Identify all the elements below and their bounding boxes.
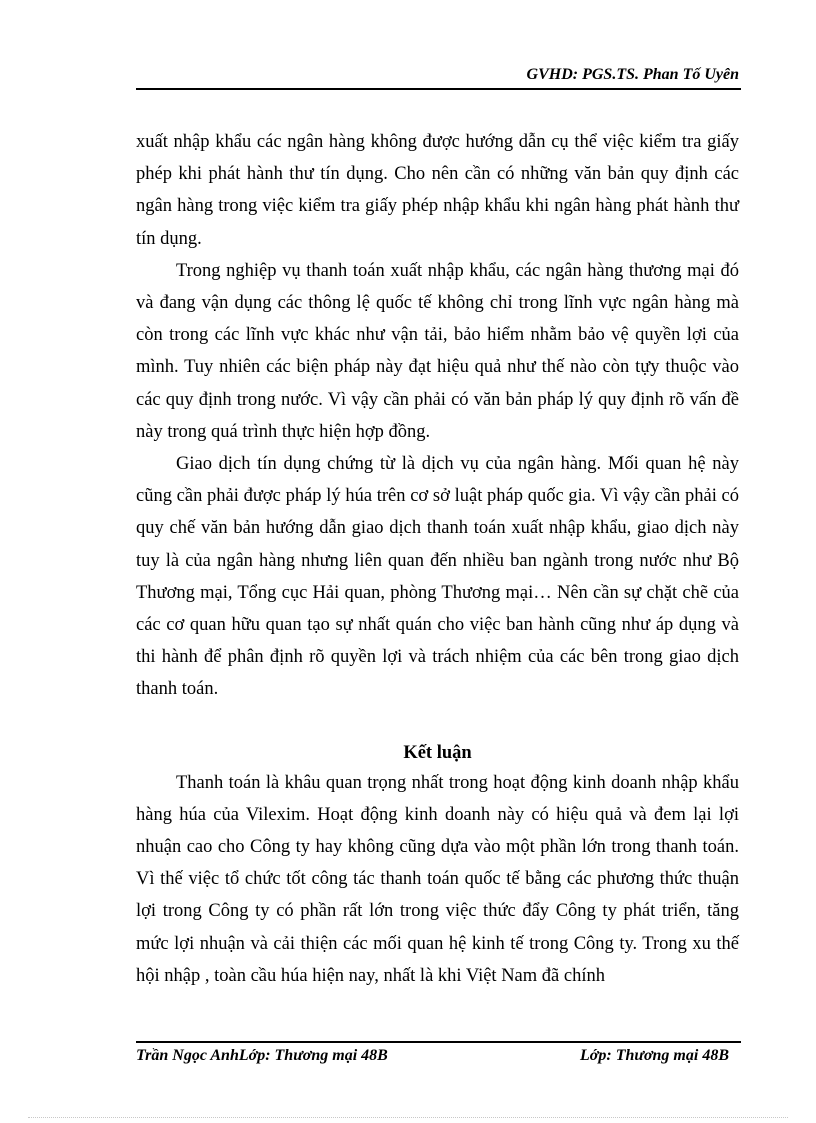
paragraph-1: xuất nhập khẩu các ngân hàng không được hướng dẫn cụ thể việc kiểm tra giấy phép khi phát hành thư tín dụng. Cho nên cần có những văn bản quy định các ngân hàng trong việc kiểm tra giấy phép nhập khẩu khi ngân hàng phát hành thư tín dụng. xyxy=(136,132,739,249)
footer-class: Lớp: Thương mại 48B xyxy=(580,1047,729,1064)
section-gap xyxy=(136,706,739,739)
paragraph-3: Giao dịch tín dụng chứng từ là dịch vụ của ngân hàng. Mối quan hệ này cũng cần phải được pháp lý húa trên cơ sở luật pháp quốc gia. Vì vậy cần phải có quy chế văn bản hướng dẫn giao dịch thanh toán xuất nhập khẩu, giao dịch này tuy là của ngân hàng nhưng liên quan đến nhiều ban ngành trong nước như Bộ Thương mại, Tổng cục Hải quan, phòng Thương mại… Nên cần sự chặt chẽ của các cơ quan hữu quan tạo sự nhất quán cho việc ban hành cũng như áp dụng và thi hành để phân định rõ quyền lợi và trách nhiệm của các bên trong giao dịch thanh toán. xyxy=(136,454,739,700)
page-footer xyxy=(136,1041,741,1073)
document-body xyxy=(136,126,739,992)
header-advisor: GVHD: PGS.TS. Phan Tố Uyên xyxy=(526,66,739,83)
footer-author: Trần Ngọc AnhLớp: Thương mại 48B xyxy=(136,1047,388,1064)
paragraph-2: Trong nghiệp vụ thanh toán xuất nhập khẩu, các ngân hàng thương mại đó và đang vận dụng các thông lệ quốc tế không chỉ trong lĩnh vực ngân hàng mà còn trong các lĩnh vực khác như vận tải, bảo hiểm nhằm bảo vệ quyền lợi của mình. Tuy nhiên các biện pháp này đạt hiệu quả như thế nào còn tựy thuộc vào các quy định trong nước. Vì vậy cần phải có văn bản pháp lý quy định rõ vấn đề này trong quá trình thực hiện hợp đồng. xyxy=(136,260,739,442)
page-edge-divider xyxy=(28,1117,788,1118)
page-header xyxy=(136,66,741,90)
conclusion-paragraph: Thanh toán là khâu quan trọng nhất trong hoạt động kinh doanh nhập khẩu hàng húa của Vilexim. Hoạt động kinh doanh này có hiệu quả và đem lại lợi nhuận cao cho Công ty hay không cũng dựa vào một phần lớn trong thanh toán. Vì thế việc tổ chức tốt công tác thanh toán quốc tế bằng các phương thức thuận lợi trong Công ty có phần rất lớn trong việc thức đẩy Công ty phát triển, tăng mức lợi nhuận và cải thiện các mối quan hệ kinh tế trong Công ty. Trong xu thế hội nhập , toàn cầu húa hiện nay, nhất là khi Việt Nam đã chính xyxy=(136,772,739,986)
section-heading: Kết luận xyxy=(403,742,472,763)
